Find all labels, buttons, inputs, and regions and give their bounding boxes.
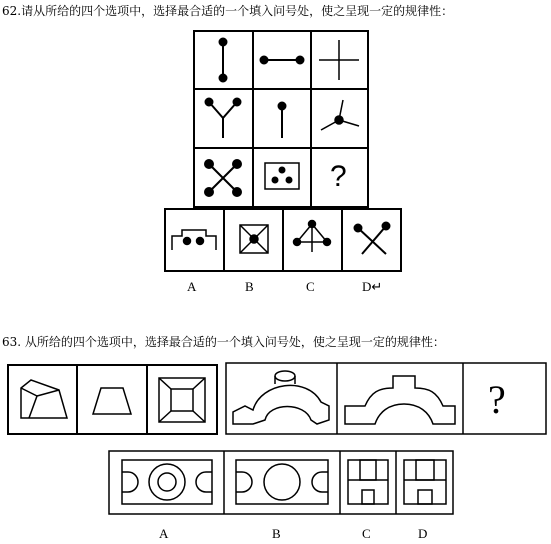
q63-label-c: C bbox=[362, 526, 371, 541]
q63-cell-frustum bbox=[21, 380, 67, 418]
q63-cell-trapezoid bbox=[93, 388, 131, 414]
q62-cell-4 bbox=[206, 99, 241, 139]
q62-question-mark: ? bbox=[330, 160, 347, 193]
q63-label-d: D bbox=[418, 526, 428, 541]
q62-cell-8 bbox=[265, 163, 299, 189]
q62-option-c bbox=[294, 221, 331, 253]
q62-cell-7 bbox=[205, 160, 241, 196]
q62-label-a: A bbox=[187, 279, 197, 294]
q63-option-b bbox=[236, 460, 328, 504]
q63-option-c bbox=[348, 460, 388, 504]
q62-option-a bbox=[172, 230, 216, 250]
q62-cell-1 bbox=[220, 39, 227, 82]
q62-options bbox=[164, 208, 402, 272]
q63-question-mark: ? bbox=[488, 377, 506, 422]
q63-label-b: B bbox=[272, 526, 281, 541]
q63-option-a bbox=[122, 460, 212, 504]
q63-solid-3d bbox=[233, 371, 329, 424]
q63-option-d bbox=[404, 460, 446, 504]
q62-option-b bbox=[240, 225, 268, 253]
q63-cell-topview bbox=[159, 378, 205, 422]
q62-label-b: B bbox=[245, 279, 254, 294]
q62-option-d bbox=[355, 223, 390, 255]
q62-label-c: C bbox=[306, 279, 315, 294]
q63-options bbox=[108, 450, 454, 515]
question-62-text: 62.请从所给的四个选项中，选择最合适的一个填入问号处，使之呈现一定的规律性： bbox=[2, 4, 454, 18]
q62-cell-2 bbox=[261, 57, 304, 64]
question-63-text: 63. 从所给的四个选项中，选择最合适的一个填入问号处，使之呈现一定的规律性： bbox=[2, 335, 445, 349]
q62-cell-6 bbox=[321, 100, 359, 130]
q63-label-a: A bbox=[159, 526, 169, 541]
q63-left-group bbox=[7, 364, 218, 435]
q62-cell-3 bbox=[319, 40, 359, 80]
q62-label-d: D↵ bbox=[362, 279, 383, 294]
q62-cell-5 bbox=[279, 103, 286, 139]
q63-front-view bbox=[345, 376, 455, 424]
